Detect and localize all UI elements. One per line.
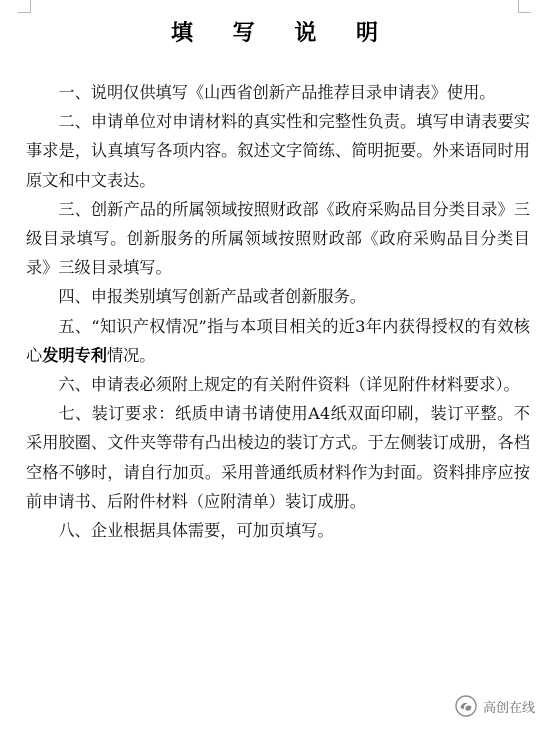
paragraph-5-tail: 情况。 [106, 345, 156, 365]
instruction-paragraph-8: 八、企业根据具体需要，可加页填写。 [58, 521, 334, 541]
paragraph-5-emphasis: 发明专利 [42, 345, 107, 365]
instruction-paragraph-7: 七、装订要求：纸质申请书请使用A4纸双面印刷，装订平整。不采用胶圈、文件夹等带有凸出棱边的装订方式。于左侧装订成册，各档空格不够时，请自行加页。采用普通纸质材料作为封面。资料排序应按前申请书、后附件材料（应附清单）装订成册。 [26, 404, 530, 511]
page-corner-mark-left [18, 0, 31, 13]
instruction-paragraph-1: 一、说明仅供填写《山西省创新产品推荐目录申请表》使用。 [58, 83, 496, 102]
document-title: 填 写 说 明 [171, 20, 394, 46]
watermark-text: 高创在线 [482, 700, 535, 716]
instruction-paragraph-2: 二、申请单位对申请材料的真实性和完整性负责。填写申请表要实事求是，认真填写各项内容。叙述文字简练、简明扼要。外来语同时用原文和中文表达。 [26, 112, 530, 190]
source-watermark [455, 695, 535, 717]
page-corner-mark-right [518, 0, 531, 13]
wechat-official-account-icon [455, 695, 477, 717]
instruction-paragraph-3: 三、创新产品的所属领域按照财政部《政府采购品目分类目录》三级目录填写。创新服务的所属领域按照财政部《政府采购品目分类目录》三级目录填写。 [26, 199, 530, 278]
instructions-body [26, 78, 530, 545]
instruction-paragraph-6: 六、申请表必须附上规定的有关附件资料（详见附件材料要求）。 [58, 375, 520, 395]
instruction-paragraph-4: 四、申报类别填写创新产品或者创新服务。 [58, 287, 366, 307]
instruction-paragraph-5 [26, 312, 530, 370]
paragraph-5-lead: 五、“知识产权情况”指与本项目相关的近3年内获得授权的有效核心 [26, 316, 530, 365]
